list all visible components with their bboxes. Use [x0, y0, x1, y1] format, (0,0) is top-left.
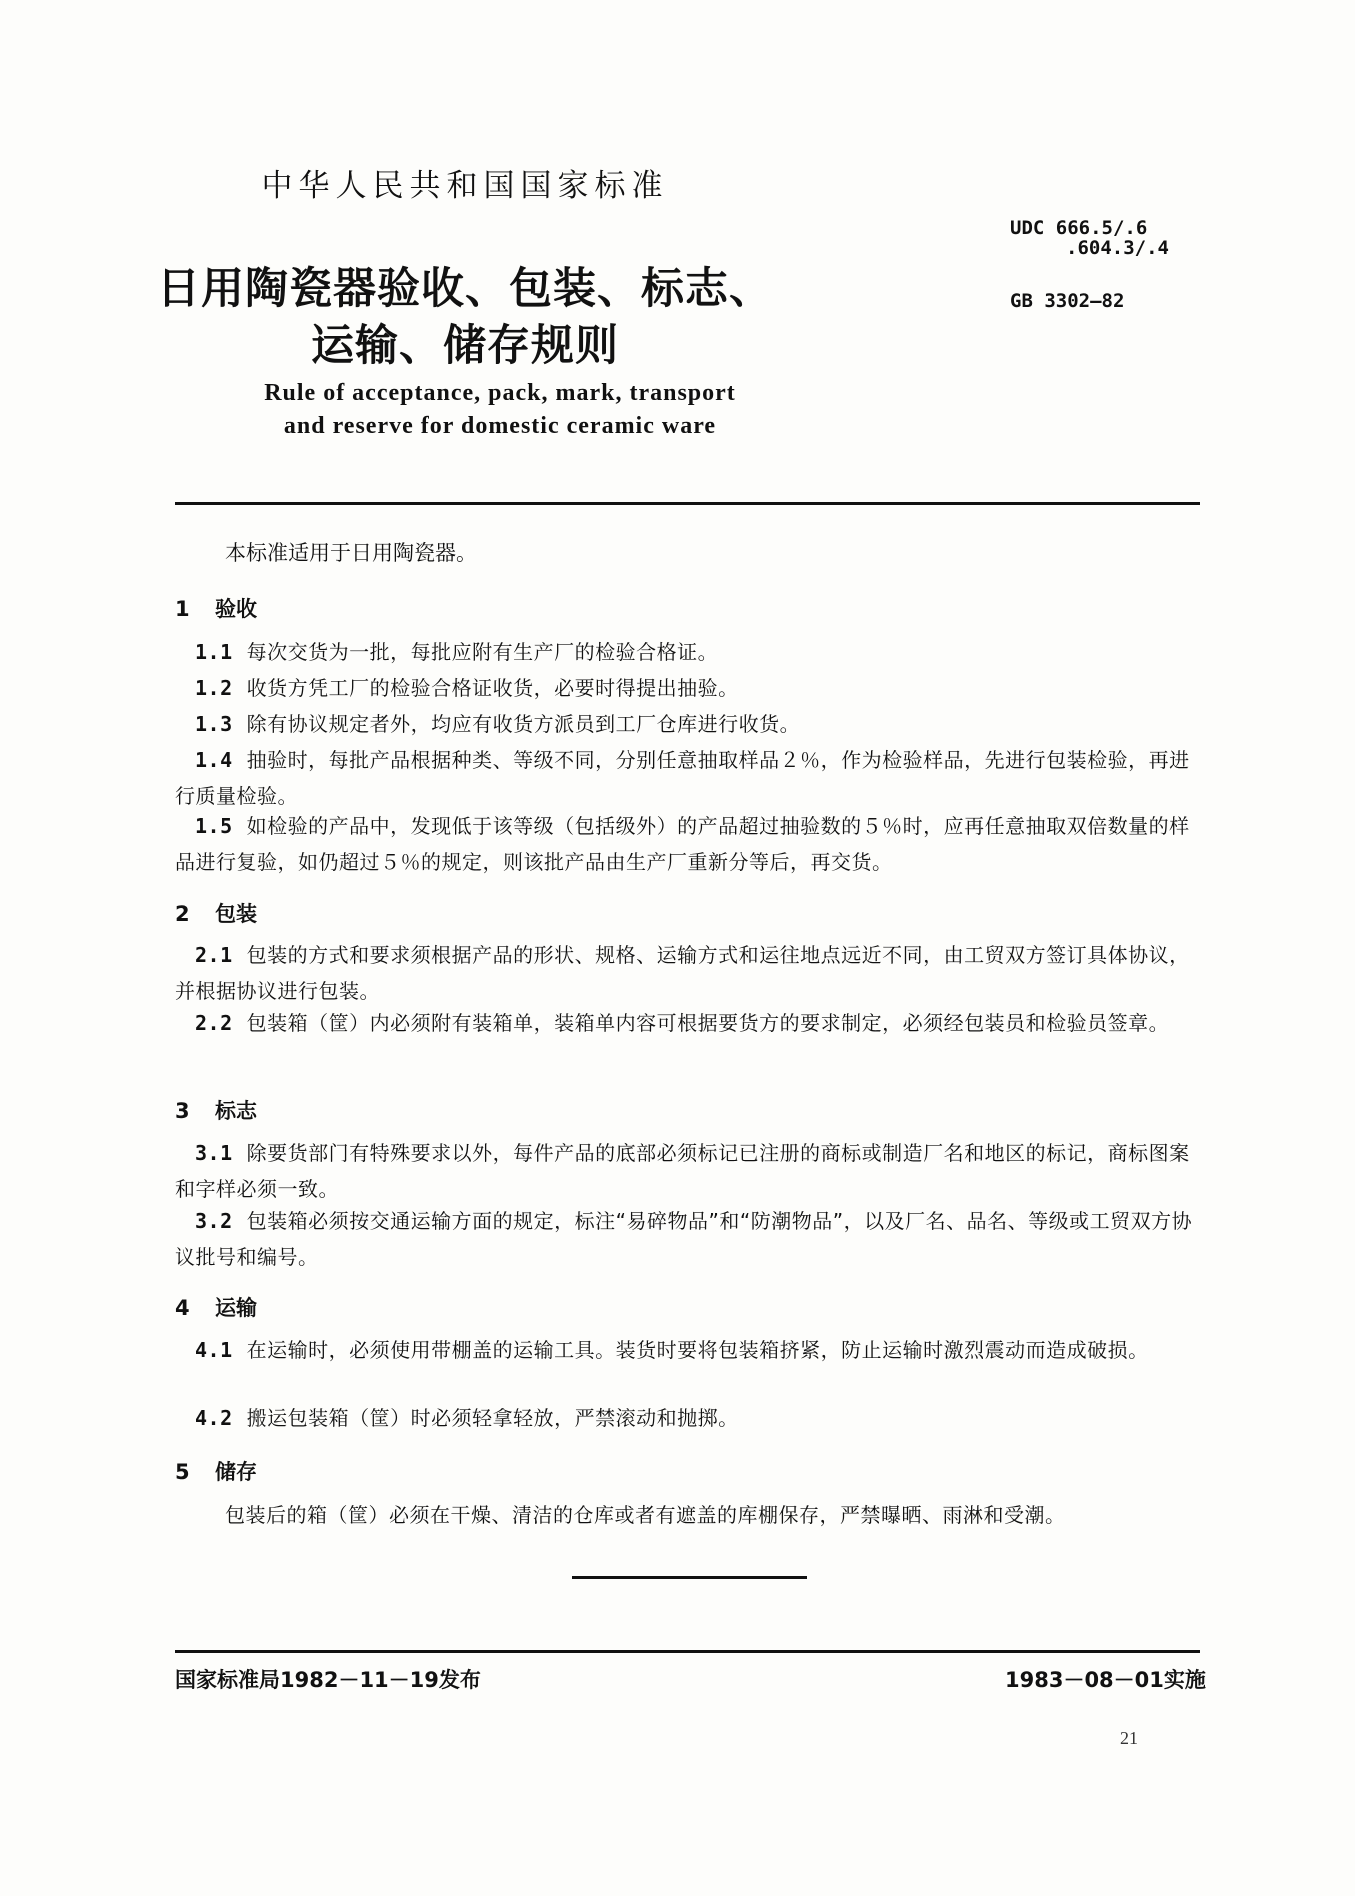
clause	[175, 634, 1200, 670]
section-title: 储存	[215, 1460, 257, 1484]
document-title-line-2: 运输、储存规则	[311, 321, 619, 371]
english-title-line-1: Rule of acceptance, pack, mark, transport	[264, 380, 736, 406]
clause-number: 1.3	[195, 712, 233, 736]
section-heading	[175, 1292, 257, 1322]
udc-line-2: .604.3/.4	[1066, 237, 1169, 259]
clause-text: 收货方凭工厂的检验合格证收货，必要时得提出抽验。	[246, 676, 739, 700]
clause	[175, 1400, 1200, 1436]
english-title-line-2: and reserve for domestic ceramic ware	[283, 413, 717, 439]
issued-by-date: 国家标准局1982－11－19发布	[175, 1668, 481, 1692]
clause	[175, 706, 1200, 742]
clause-text: 如检验的产品中，发现低于该等级（包括级外）的产品超过抽验数的５％时，应再任意抽取双倍数量的样品进行复验，如仍超过５％的规定，则该批产品由生产厂重新分等后，再交货。	[175, 814, 1190, 874]
national-standard-heading: 中华人民共和国国家标准	[261, 168, 669, 204]
section-heading	[175, 898, 257, 928]
udc-line-1: UDC 666.5/.6	[1010, 217, 1148, 239]
end-of-text-rule	[572, 1576, 807, 1579]
section-heading	[175, 593, 257, 623]
section-title: 验收	[215, 597, 257, 621]
clause	[175, 1203, 1200, 1275]
clause-text: 包装的方式和要求须根据产品的形状、规格、运输方式和运往地点远近不同，由工贸双方签订具体协议，并根据协议进行包装。	[175, 943, 1190, 1003]
bottom-divider	[175, 1650, 1200, 1653]
clause-text: 包装后的箱（筐）必须在干燥、清洁的仓库或者有遮盖的库棚保存，严禁曝晒、雨淋和受潮。	[225, 1503, 1066, 1527]
clause-text: 除有协议规定者外，均应有收货方派员到工厂仓库进行收货。	[246, 712, 801, 736]
clause-number: 4.2	[195, 1406, 233, 1430]
udc-code	[1010, 218, 1169, 258]
clause-number: 1.2	[195, 676, 233, 700]
clause-text: 搬运包装箱（筐）时必须轻拿轻放，严禁滚动和抛掷。	[246, 1406, 739, 1430]
scope-statement: 本标准适用于日用陶瓷器。	[225, 541, 477, 565]
clause-number: 2.1	[195, 943, 233, 967]
section-number: 1	[175, 597, 190, 621]
clause-number: 1.1	[195, 640, 233, 664]
clause-text: 除要货部门有特殊要求以外，每件产品的底部必须标记已注册的商标或制造厂名和地区的标记，商标图案和字样必须一致。	[175, 1141, 1190, 1201]
clause-number: 4.1	[195, 1338, 233, 1362]
clause-text: 在运输时，必须使用带棚盖的运输工具。装货时要将包装箱挤紧，防止运输时激烈震动而造成破损。	[246, 1338, 1149, 1362]
clause-text: 包装箱（筐）内必须附有装箱单，装箱单内容可根据要货方的要求制定，必须经包装员和检验员签章。	[246, 1011, 1170, 1035]
clause-number: 3.2	[195, 1209, 233, 1233]
clause	[175, 670, 1200, 706]
clause-text: 抽验时，每批产品根据种类、等级不同，分别任意抽取样品２％，作为检验样品，先进行包装检验，再进行质量检验。	[175, 748, 1190, 808]
clause-text: 包装箱必须按交通运输方面的规定，标注“易碎物品”和“防潮物品”，以及厂名、品名、等级或工贸双方协议批号和编号。	[175, 1209, 1193, 1269]
clause	[175, 1497, 1200, 1533]
section-heading	[175, 1095, 257, 1125]
clause-text: 每次交货为一批，每批应附有生产厂的检验合格证。	[246, 640, 719, 664]
clause	[175, 1005, 1200, 1041]
section-title: 运输	[215, 1296, 257, 1320]
effective-date: 1983－08－01实施	[1005, 1668, 1206, 1692]
section-title: 包装	[215, 902, 257, 926]
top-divider	[175, 502, 1200, 505]
clause-number: 2.2	[195, 1011, 233, 1035]
document-title-line-1: 日用陶瓷器验收、包装、标志、	[157, 264, 773, 314]
clause-number: 1.4	[195, 748, 233, 772]
clause	[175, 742, 1200, 814]
clause	[175, 937, 1200, 1009]
section-heading	[175, 1456, 257, 1486]
clause	[175, 1332, 1200, 1368]
section-number: 5	[175, 1460, 190, 1484]
section-title: 标志	[215, 1099, 257, 1123]
clause-number: 1.5	[195, 814, 233, 838]
gb-code: GB 3302—82	[1010, 290, 1125, 312]
section-number: 3	[175, 1099, 190, 1123]
clause-number: 3.1	[195, 1141, 233, 1165]
section-number: 2	[175, 902, 190, 926]
section-number: 4	[175, 1296, 190, 1320]
page-number: 21	[1120, 1728, 1138, 1748]
clause	[175, 1135, 1200, 1207]
clause	[175, 808, 1200, 880]
